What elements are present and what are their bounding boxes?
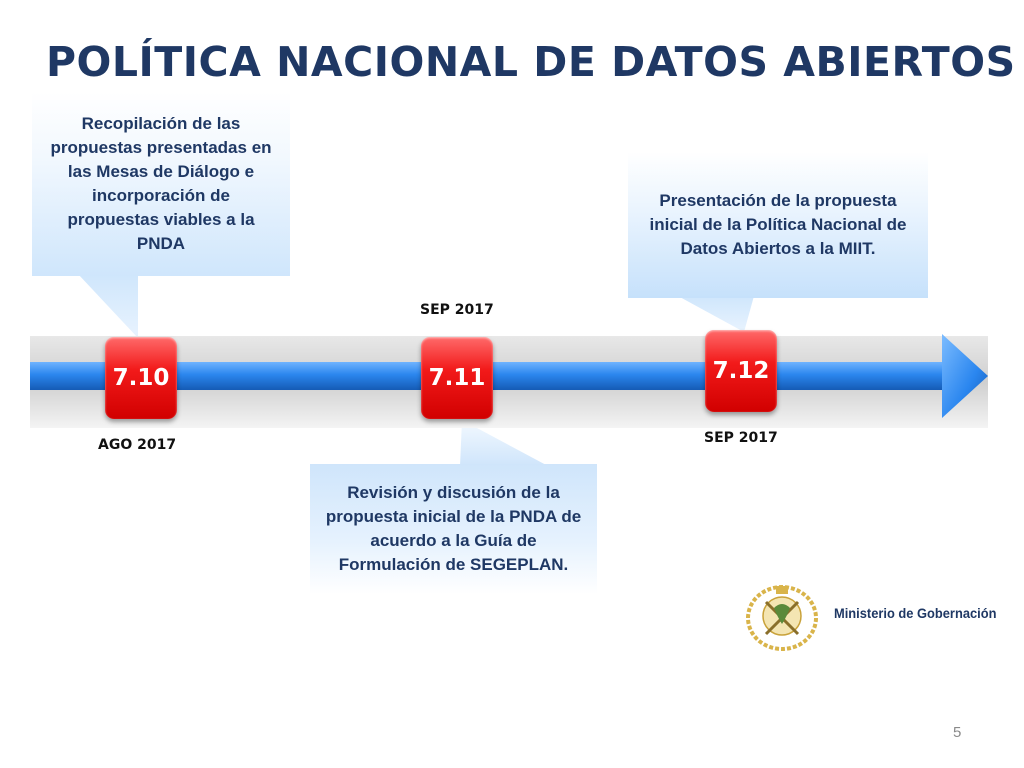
callout-presentacion-text: Presentación de la propuesta inicial de la Política Nacional de Datos Abiertos a la MIIT. <box>649 191 907 258</box>
milestone-7-12-label: 7.12 <box>712 358 770 384</box>
callout-recopilacion <box>32 92 290 276</box>
milestone-7-11-label: 7.11 <box>428 365 486 391</box>
milestone-7-12 <box>705 330 777 412</box>
callout-1-tail <box>78 274 138 338</box>
callout-recopilacion-text: Recopilación de las propuestas presentadas en las Mesas de Diálogo e incorporación de propuestas viables a la PNDA <box>50 114 272 253</box>
guatemala-coat-of-arms-icon <box>740 578 824 654</box>
milestone-7-10-label: 7.10 <box>112 365 170 391</box>
page-number: 5 <box>953 724 962 741</box>
callout-presentacion <box>628 152 928 298</box>
milestone-7-12-date: SEP 2017 <box>704 430 778 446</box>
milestone-7-11 <box>421 337 493 419</box>
callout-revision <box>310 464 597 594</box>
slide-title: POLÍTICA NACIONAL DE DATOS ABIERTOS <box>46 38 1016 86</box>
callout-revision-text: Revisión y discusión de la propuesta inicial de la PNDA de acuerdo a la Guía de Formulación de SEGEPLAN. <box>325 483 582 574</box>
ministry-name: Ministerio de Gobernación <box>834 605 997 621</box>
callout-2-tail <box>678 296 754 332</box>
milestone-7-11-date: SEP 2017 <box>420 302 494 318</box>
milestone-7-10 <box>105 337 177 419</box>
milestone-7-10-date: AGO 2017 <box>98 437 177 453</box>
